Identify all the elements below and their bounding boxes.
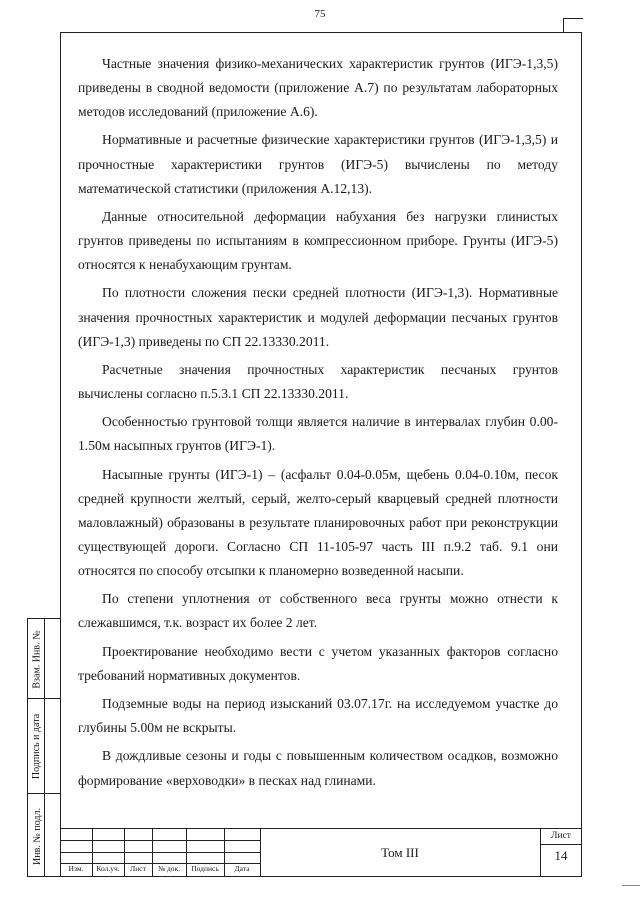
stamp-label-sign-date: Подпись и дата <box>31 713 43 780</box>
corner-tick <box>563 18 564 32</box>
volume-title: Том III <box>381 845 419 860</box>
title-block-header: Изм. <box>68 864 84 873</box>
paragraph: В дождливые сезоны и годы с повышенным количеством осадков, возможно формирование «верховодки» в песках над глинами. <box>78 748 558 788</box>
stamp-label-inv-zam: Взам. Инв. № <box>31 629 43 689</box>
paragraph: Проектирование необходимо вести с учетом указанных факторов согласно требований нормативных документов. <box>78 643 558 683</box>
paragraph: Расчетные значения прочностных характеристик песчаных грунтов вычислены согласно п.5.3.1 СП 22.13330.2011. <box>78 361 558 401</box>
title-block-header: Дата <box>234 864 250 873</box>
title-block-header: Лист <box>130 864 146 873</box>
paragraph: По плотности сложения пески средней плотности (ИГЭ-1,3). Нормативные значения прочностных характеристик и модулей деформации песчаных грунтов (ИГЭ-1,3) приведены по СП 22.13330.2011. <box>78 285 558 349</box>
side-stamp <box>27 618 60 877</box>
body-text <box>78 52 558 797</box>
paragraph: Нормативные и расчетные физические характеристики грунтов (ИГЭ-1,3,5) и прочностные характеристики грунтов (ИГЭ-5) вычислены по методу математической статистики (приложения А.12,13). <box>78 132 558 196</box>
scan-mark <box>622 885 640 886</box>
paragraph: Подземные воды на период изысканий 03.07.17г. на исследуемом участке до глубины 5.00м не вскрыты. <box>78 696 558 736</box>
title-block-header: Подпись <box>191 864 219 873</box>
corner-tick <box>563 18 583 19</box>
paragraph: Особенностью грунтовой толщи является наличие в интервалах глубин 0.00-1.50м насыпных грунтов (ИГЭ-1). <box>78 414 558 454</box>
stamp-label-inv-orig: Инв. № подл. <box>31 807 43 865</box>
title-block-header: Кол.уч. <box>96 864 120 873</box>
paragraph: Частные значения физико-механических характеристик грунтов (ИГЭ-1,3,5) приведены в сводной ведомости (приложение А.7) по результатам лабораторных методов исследований (приложение А.6). <box>78 56 558 120</box>
paragraph: По степени уплотнения от собственного веса грунты можно отнести к слежавшимся, т.к. возраст их более 2 лет. <box>78 591 558 631</box>
paragraph: Данные относительной деформации набухания без нагрузки глинистых грунтов приведены по испытаниям в компрессионном приборе. Грунты (ИГЭ-5) относятся к ненабухающим грунтам. <box>78 208 558 273</box>
paragraph: Насыпные грунты (ИГЭ-1) – (асфальт 0.04-0.05м, щебень 0.04-0.10м, песок средней крупности желтый, серый, желто-серый кварцевый средней плотности маловлажный) образованы в результате планировочных работ при реконструкции существующей дороги. Согласно СП 11-105-97 часть III п.9.2 таб. 9.1 они относятся по способу отсыпки к планомерно возведенной насыпи. <box>78 466 558 578</box>
sheet-number: 14 <box>554 848 568 863</box>
sheet-label: Лист <box>551 831 571 841</box>
page-number: 75 <box>314 8 326 20</box>
title-block <box>60 828 582 877</box>
title-block-header: № док. <box>157 864 181 873</box>
